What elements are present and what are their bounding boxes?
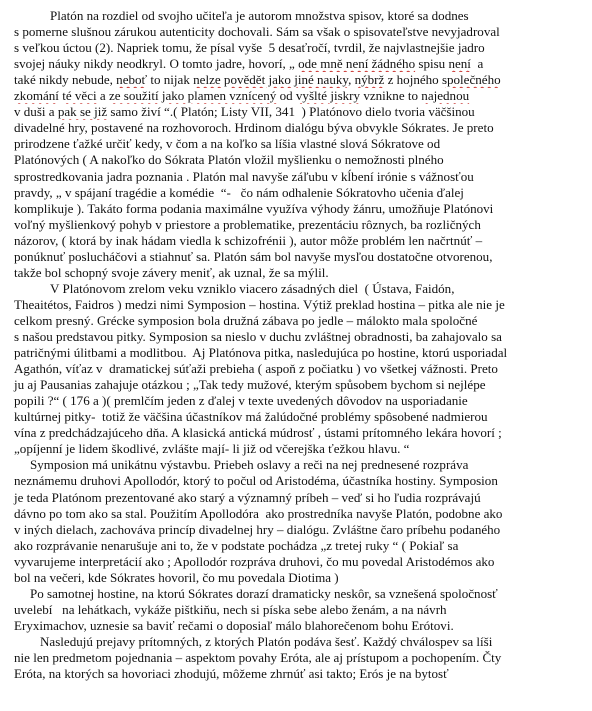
text-segment: takže bol schopný svoje závery meniť, ak uznal, že sa mýlil. <box>14 264 329 280</box>
text-segment: Agathón, víťaz v dramatickej súťaži prebieha ( aspoň z počiatku ) vo všetkej vážnosti. Preto <box>14 361 498 377</box>
text-segment: Symposion má unikátnu výstavbu. Priebeh oslavy a reči na nej prednesené rozpráva <box>30 457 469 473</box>
text-line <box>0 185 592 201</box>
text-segment: vznikne to <box>360 88 422 104</box>
text-line <box>0 361 592 377</box>
text-segment: svojej náuky nikdy neodkryl. O tomto jadre, hovorí, „ <box>14 56 299 72</box>
text-line <box>0 281 592 297</box>
text-segment: bol na večeri, kde Sókrates hovoril, čo mu povedala Diotima ) <box>14 569 339 585</box>
spellcheck-marked-text: nelze povědět jako jiné nauky <box>193 72 349 88</box>
text-segment: samo živí “.( Platón; Listy VII, 341 ) Platónovo dielo tvoria väčšinou <box>107 104 475 120</box>
text-line <box>0 345 592 361</box>
spellcheck-marked-text: pak se již <box>57 104 108 120</box>
text-line <box>0 377 592 393</box>
text-line <box>0 425 592 441</box>
text-segment: Theaitétos, Faidros ) medzi nimi Symposion – hostina. Výtiž preklad hostina – pitka ale nie je <box>14 296 505 312</box>
text-segment: a <box>470 56 484 72</box>
text-line <box>0 393 592 409</box>
text-segment: spisu <box>415 56 449 72</box>
text-segment: dávno po tom ako sa stal. Použitím Apollodóra ako prostredníka navyše Platón, podobne ako <box>14 505 503 521</box>
spellcheck-marked-text: ze soužití jako plamen vznícený <box>108 88 277 104</box>
text-segment: to nijak <box>147 72 194 88</box>
text-line <box>0 40 592 56</box>
text-line <box>0 88 592 104</box>
text-segment: vyvarujeme interpretácií ako ; Apollodór rozpráva druhovi, čo mu povedal Aristodémos ako <box>14 553 495 569</box>
text-segment: popili ?“ ( 176 a )( premlčím jeden z ďalej v texte uvedených dôvodov na usporiadanie <box>14 393 468 409</box>
text-line <box>0 618 592 634</box>
spellcheck-marked-text: neboť <box>116 72 148 88</box>
text-line <box>0 490 592 506</box>
text-segment: také nikdy nebude, <box>14 72 117 88</box>
text-line <box>0 666 592 682</box>
text-segment: a <box>96 88 109 104</box>
spellcheck-marked-text: není <box>448 56 471 72</box>
text-line <box>0 570 592 586</box>
spellcheck-marked-text: najednou <box>421 88 470 104</box>
text-line <box>0 152 592 168</box>
text-line <box>0 72 592 88</box>
text-line <box>0 586 592 602</box>
text-line <box>0 217 592 233</box>
text-line <box>0 538 592 554</box>
text-segment: s našou predstavou pitky. Symposion sa nieslo v duchu zvláštnej obradnosti, ba zahajovalo sa <box>14 329 502 344</box>
text-segment: divadelné hry, postavené na rozhovoroch. Hrdinom dialógu býva obvykle Sókrates. Je preto <box>14 120 494 136</box>
text-segment: v iných dielach, zachováva princíp divadelnej hry – dialógu. Zvláštne čaro príbehu podaného <box>14 521 501 537</box>
text-segment: Po samotnej hostine, na ktorú Sókrates dorazí dramaticky neskôr, sa vznešená spoločnosť <box>30 585 498 601</box>
text-line <box>0 473 592 489</box>
text-segment: , <box>348 72 355 88</box>
text-line <box>0 249 592 265</box>
text-segment: „opíjenní je lidem škodlivé, zvlášte mají- li již od včerejška ťežkou hlavu. “ <box>14 441 410 457</box>
text-segment: v duši a <box>14 104 58 120</box>
text-segment: od <box>276 88 296 104</box>
text-line <box>0 506 592 522</box>
text-line <box>0 554 592 570</box>
text-segment: s pomerne slušnou zárukou autenticity dochovali. Sám sa však o spisovateľstve nevyjadroval <box>14 24 500 40</box>
spellcheck-marked-text: nýbrž <box>354 72 385 88</box>
text-segment: neznámemu druhovi Apollodór, ktorý to počul od Aristodéma, účastníka hostiny. Symposion <box>14 473 498 489</box>
text-line <box>0 265 592 281</box>
text-segment: nie len predmetom pojednania – aspektom povahy Eróta, ale aj prístupom a pochopením. Čty <box>14 650 502 665</box>
text-segment: sprostredkovania jadra poznania . Platón mal navyše záľubu v kĺbení irónie s vážnosťou <box>14 168 474 184</box>
text-line <box>0 8 592 24</box>
text-line <box>0 441 592 457</box>
text-segment: V Platónovom zrelom veku vzniklo viacero zásadných diel ( Ústava, Faidón, <box>50 280 455 296</box>
text-line <box>0 169 592 185</box>
text-segment: z hojného <box>384 72 442 88</box>
spellcheck-marked-text: té věci <box>62 88 97 104</box>
text-segment: pravdy, „ v spájaní tragédie a komédie “- čo nám odhalenie Sókratovho učenia ďalej <box>14 184 464 200</box>
text-segment: Nasledujú prejavy prítomných, z ktorých Platón podáva šesť. Každý chválospev sa líši <box>40 633 493 649</box>
text-segment: voľný myšlienkový pohyb v priestore a problematike, prezentáciu rôznych, ba rozličných <box>14 216 481 232</box>
text-line <box>0 650 592 666</box>
text-segment: Platónových ( A nakoľko do Sókrata Platón vložil myšlienku o nemožnosti plného <box>14 152 444 168</box>
text-segment: uvelebí na lehátkach, vykáže pištkiňu, nech si píska sebe alebo ženám, a na návrh <box>14 601 447 617</box>
text-line <box>0 136 592 152</box>
text-segment: s veľkou úctou (2). Napriek tomu, že písal vyše 5 desaťročí, tvrdil, že najvlastnejšie jadro <box>14 40 485 56</box>
text-line <box>0 24 592 40</box>
spellcheck-marked-text: společného <box>441 72 501 88</box>
text-segment: celkom presný. Grécke symposion bola družná zábava po jedle – málokto mala spoločné <box>14 312 478 328</box>
text-line <box>0 409 592 425</box>
spellcheck-marked-text: ode mně není žádného <box>298 56 416 72</box>
text-segment: prirodzene ťažké určiť kedy, v čom a na koľko sa líšia vlastné slová Sókratove od <box>14 136 441 152</box>
text-line <box>0 233 592 249</box>
text-line <box>0 120 592 136</box>
text-segment: vína z predchádzajúceho dňa. A klasická antická múdrosť , ústami prítomného lekára hovorí ; <box>14 425 502 441</box>
text-line <box>0 201 592 217</box>
text-line <box>0 56 592 72</box>
text-segment: ju aj Pausanias zahajuje otázkou ; „Tak tedy mužové, kterým spůsobem bychom si nejlépe <box>14 377 486 393</box>
text-segment: názorov, ( ktorá by inak hádam viedla k schizofrénii ), autor môže problém len načrtnúť – <box>14 232 483 248</box>
text-line <box>0 313 592 329</box>
text-segment: je teda Platónom prezentované ako starý a významný príbeh – veď si ho ľudia rozprávajú <box>14 489 481 505</box>
text-line <box>0 104 592 120</box>
text-segment: patričnými úlitbami a modlitbou. Aj Platónova pitka, nasledujúca po hostine, ktorú usporiadal <box>14 345 508 361</box>
spellcheck-marked-text: vyšlté jiskry <box>295 88 361 104</box>
text-line <box>0 457 592 473</box>
text-segment: kultúrnej pitky- totiž že väčšina účastníkov má žalúdočné problémy spôsobené nadmierou <box>14 409 488 425</box>
text-segment: Eryximachov, uznesie sa baviť rečami o doposiaľ málo blahorečenom bohu Erótovi. <box>14 617 454 633</box>
text-segment: Platón na rozdiel od svojho učiteľa je autorom množstva spisov, ktoré sa dodnes <box>50 8 469 23</box>
text-line <box>0 329 592 345</box>
spellcheck-marked-text: zkomání <box>14 88 59 104</box>
text-segment: Eróta, na ktorých sa hovoriaci zhodujú, môžeme zhrnúť asi takto; Erós je na bytosť <box>14 666 449 682</box>
text-line <box>0 634 592 650</box>
text-segment: ako rozprávanie nenarušuje ani to, že v podstate pochádza „z tretej ruky “ ( Pokiaľ sa <box>14 537 459 553</box>
text-segment: komplikuje ). Takáto forma podania maximálne využíva výhody žánru, umožňuje Platónovi <box>14 200 494 216</box>
text-line <box>0 297 592 313</box>
text-line <box>0 602 592 618</box>
text-segment: ponúknuť poslucháčovi a stiahnuť sa. Platón sám bol navyše mysľou dostatočne otvorenou, <box>14 248 493 264</box>
text-line <box>0 522 592 538</box>
